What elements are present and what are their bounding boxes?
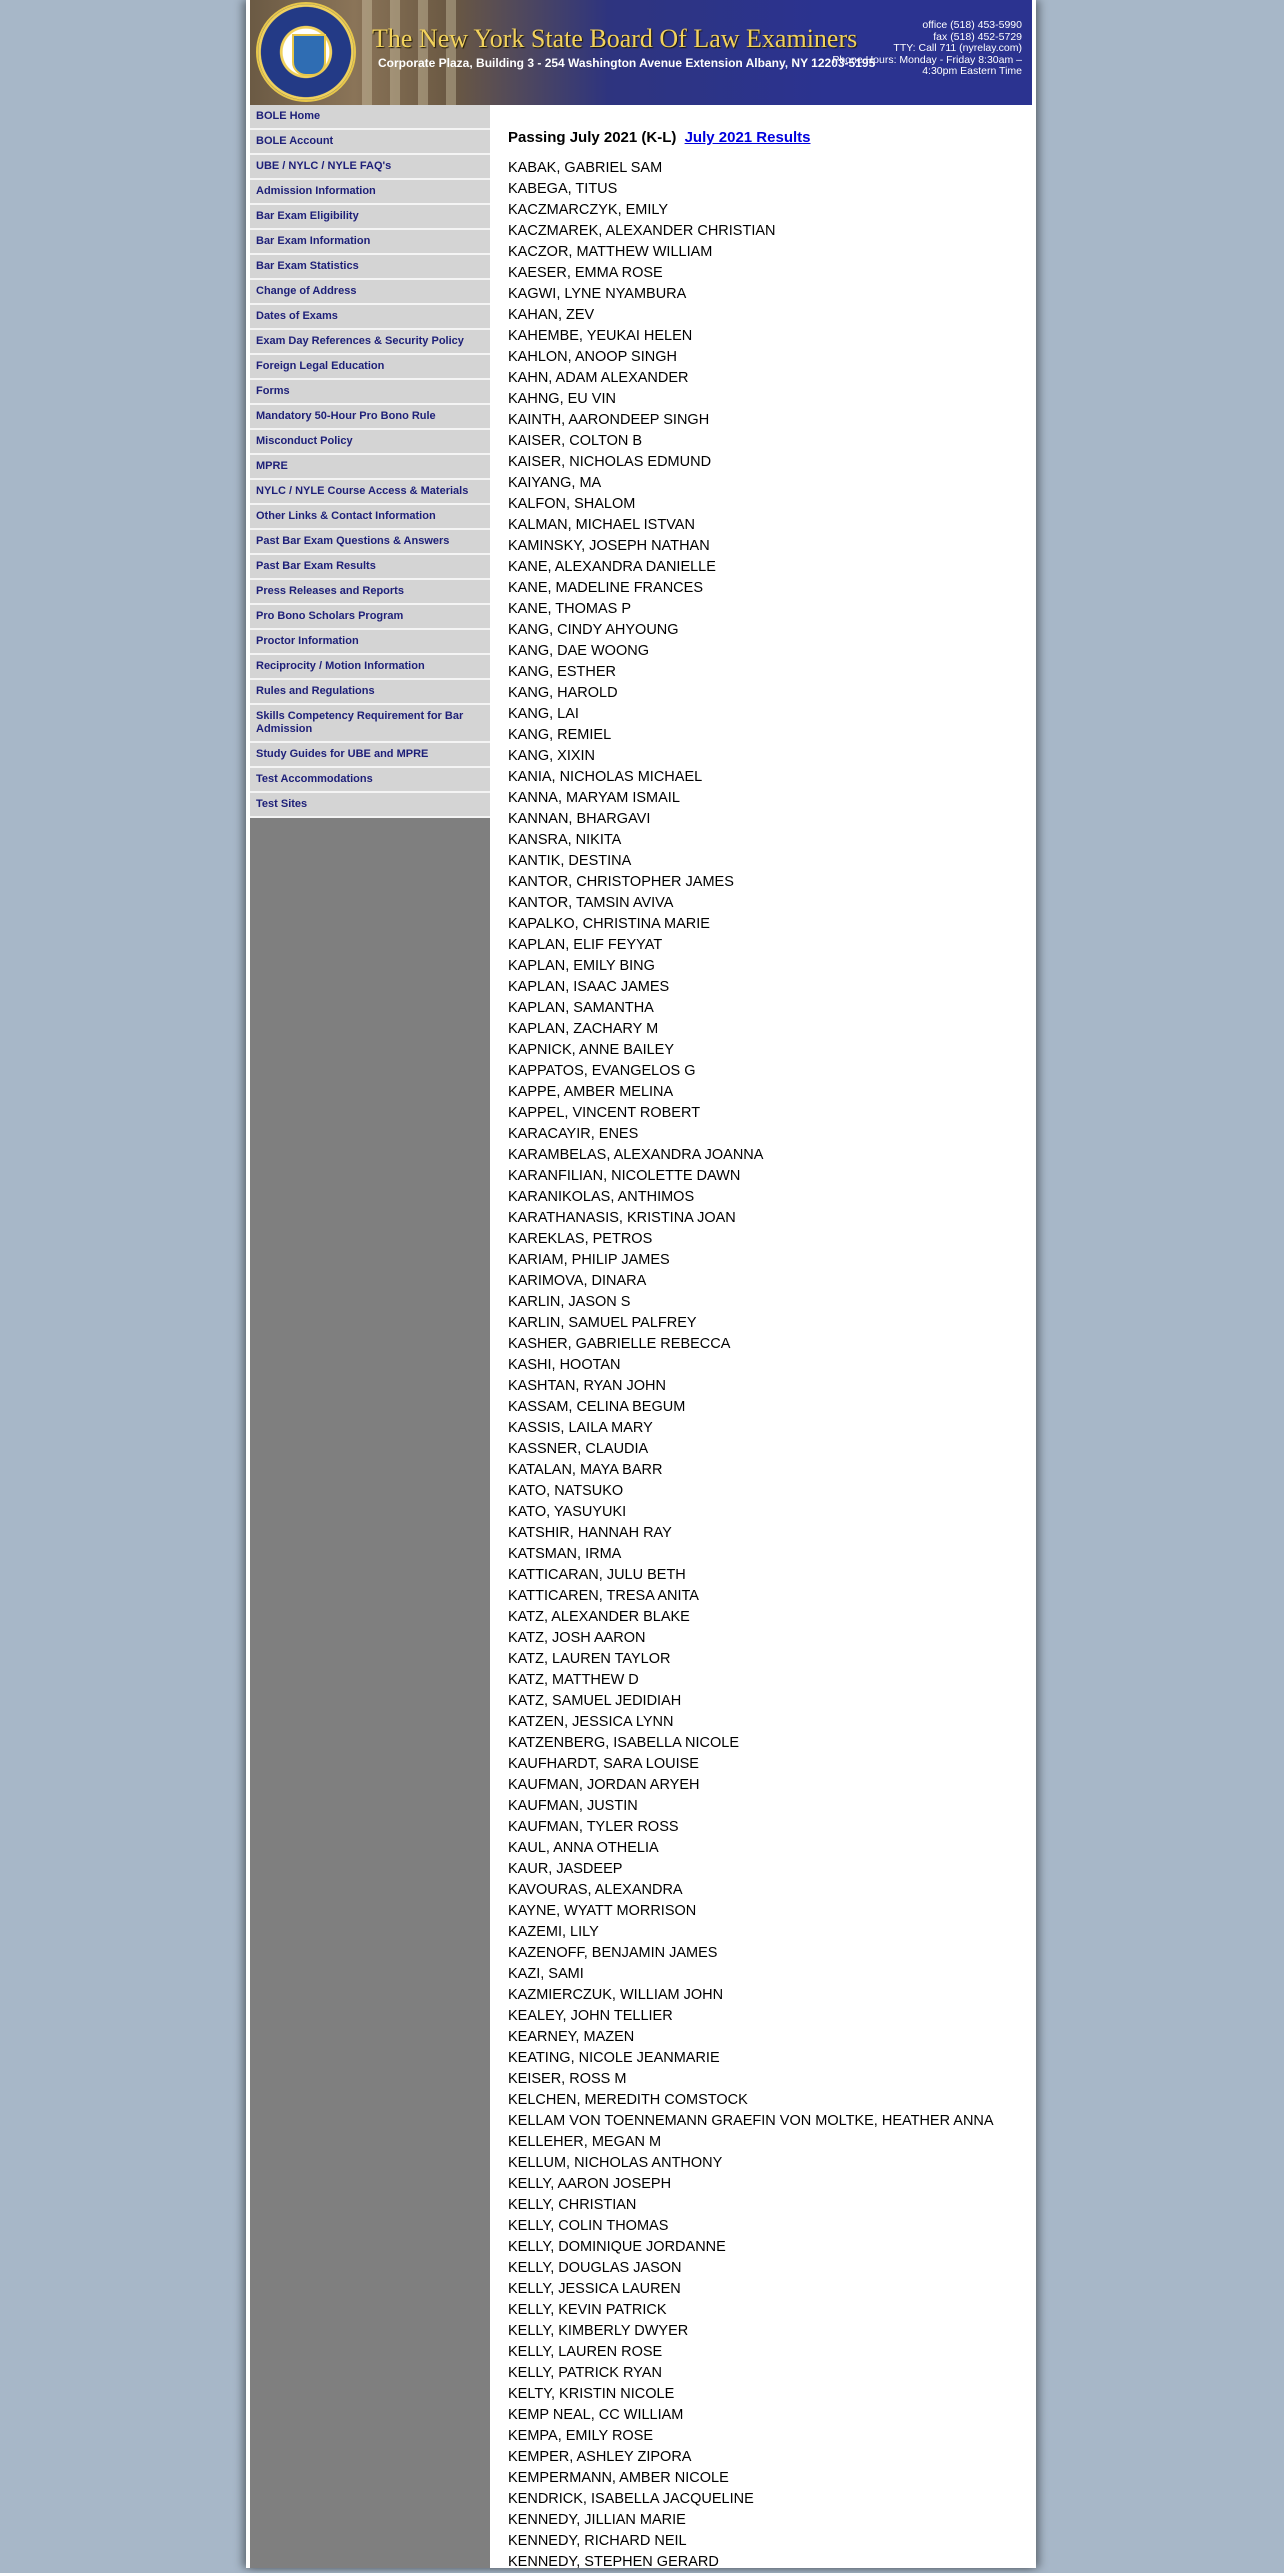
list-item: KAPPATOS, EVANGELOS G [508, 1063, 696, 1079]
list-item: KELLY, JESSICA LAUREN [508, 2281, 681, 2297]
list-item: KELLY, PATRICK RYAN [508, 2365, 662, 2381]
list-item: KATTICAREN, TRESA ANITA [508, 1588, 699, 1604]
list-item: KAISER, COLTON B [508, 433, 643, 449]
list-item: KATZ, LAUREN TAYLOR [508, 1651, 671, 1667]
list-item: KEMPA, EMILY ROSE [508, 2428, 654, 2444]
sidebar-item[interactable]: Exam Day References & Security Policy [250, 330, 490, 355]
list-item: KAPLAN, SAMANTHA [508, 1000, 654, 1016]
list-item: KELLUM, NICHOLAS ANTHONY [508, 2155, 723, 2171]
list-item: KAISER, NICHOLAS EDMUND [508, 454, 712, 470]
list-item: KANNA, MARYAM ISMAIL [508, 790, 680, 806]
list-item: KELLY, KIMBERLY DWYER [508, 2323, 689, 2339]
sidebar-item[interactable]: Change of Address [250, 280, 490, 305]
list-item: KEISER, ROSS M [508, 2071, 627, 2087]
tty-info: TTY: Call 711 (nyrelay.com) [893, 42, 1022, 54]
list-item: KAUFHARDT, SARA LOUISE [508, 1756, 699, 1772]
sidebar-item[interactable]: Pro Bono Scholars Program [250, 605, 490, 630]
list-item: KARATHANASIS, KRISTINA JOAN [508, 1210, 736, 1226]
main-content [502, 105, 1027, 2573]
sidebar-item[interactable]: Proctor Information [250, 630, 490, 655]
list-item: KATALAN, MAYA BARR [508, 1462, 663, 1478]
list-item: KEMPER, ASHLEY ZIPORA [508, 2449, 692, 2465]
list-item: KANG, HAROLD [508, 685, 618, 701]
sidebar-item[interactable]: Past Bar Exam Results [250, 555, 490, 580]
sidebar-item[interactable]: Misconduct Policy [250, 430, 490, 455]
sidebar-item[interactable]: NYLC / NYLE Course Access & Materials [250, 480, 490, 505]
list-item: KATTICARAN, JULU BETH [508, 1567, 686, 1583]
list-item: KARACAYIR, ENES [508, 1126, 639, 1142]
list-item: KABEGA, TITUS [508, 181, 618, 197]
list-item: KAZEMI, LILY [508, 1924, 599, 1940]
list-item: KEATING, NICOLE JEANMARIE [508, 2050, 720, 2066]
sidebar-item[interactable]: Skills Competency Requirement for Bar Admission [250, 705, 490, 743]
passing-names-list [508, 158, 1027, 2573]
list-item: KATZ, MATTHEW D [508, 1672, 639, 1688]
list-item: KENNEDY, STEPHEN GERARD [508, 2554, 719, 2570]
list-item: KEALEY, JOHN TELLIER [508, 2008, 673, 2024]
list-item: KAUL, ANNA OTHELIA [508, 1840, 659, 1856]
sidebar-item[interactable]: Other Links & Contact Information [250, 505, 490, 530]
list-item: KELLY, COLIN THOMAS [508, 2218, 669, 2234]
site-address: Corporate Plaza, Building 3 - 254 Washington Avenue Extension Albany, NY 12203-5195 [378, 56, 876, 70]
sidebar-item[interactable]: Foreign Legal Education [250, 355, 490, 380]
list-item: KAVOURAS, ALEXANDRA [508, 1882, 683, 1898]
list-item: KATO, YASUYUKI [508, 1504, 627, 1520]
list-item: KAPPEL, VINCENT ROBERT [508, 1105, 701, 1121]
list-item: KANIA, NICHOLAS MICHAEL [508, 769, 703, 785]
sidebar [250, 105, 490, 2568]
list-item: KENDRICK, ISABELLA JACQUELINE [508, 2491, 754, 2507]
results-link[interactable]: July 2021 Results [684, 129, 811, 146]
list-item: KANG, REMIEL [508, 727, 612, 743]
list-item: KENNEDY, RICHARD NEIL [508, 2533, 687, 2549]
list-item: KELLY, DOMINIQUE JORDANNE [508, 2239, 726, 2255]
list-item: KAPLAN, ZACHARY M [508, 1021, 659, 1037]
list-item: KARANIKOLAS, ANTHIMOS [508, 1189, 695, 1205]
site-header [250, 0, 1032, 105]
sidebar-item[interactable]: Rules and Regulations [250, 680, 490, 705]
list-item: KAHNG, EU VIN [508, 391, 616, 407]
sidebar-item[interactable]: Bar Exam Eligibility [250, 205, 490, 230]
sidebar-item[interactable]: Past Bar Exam Questions & Answers [250, 530, 490, 555]
list-item: KELLY, DOUGLAS JASON [508, 2260, 682, 2276]
list-item: KAHN, ADAM ALEXANDER [508, 370, 689, 386]
list-item: KASHI, HOOTAN [508, 1357, 621, 1373]
building-column [362, 0, 372, 105]
list-item: KATZ, SAMUEL JEDIDIAH [508, 1693, 682, 1709]
site-title: The New York State Board Of Law Examiners [372, 24, 858, 53]
sidebar-item[interactable]: Admission Information [250, 180, 490, 205]
list-item: KAHLON, ANOOP SINGH [508, 349, 677, 365]
state-seal-logo[interactable] [256, 2, 356, 102]
list-item: KAPLAN, EMILY BING [508, 958, 655, 974]
list-item: KAESER, EMMA ROSE [508, 265, 663, 281]
list-item: KACZMAREK, ALEXANDER CHRISTIAN [508, 223, 776, 239]
sidebar-nav [250, 105, 490, 818]
list-item: KAMINSKY, JOSEPH NATHAN [508, 538, 710, 554]
list-item: KAZI, SAMI [508, 1966, 584, 1982]
sidebar-item[interactable]: Reciprocity / Motion Information [250, 655, 490, 680]
list-item: KANE, MADELINE FRANCES [508, 580, 703, 596]
list-item: KAZMIERCZUK, WILLIAM JOHN [508, 1987, 724, 2003]
list-item: KALFON, SHALOM [508, 496, 636, 512]
sidebar-item[interactable]: Bar Exam Statistics [250, 255, 490, 280]
list-item: KELCHEN, MEREDITH COMSTOCK [508, 2092, 748, 2108]
list-item: KANTOR, CHRISTOPHER JAMES [508, 874, 734, 890]
list-item: KASHTAN, RYAN JOHN [508, 1378, 666, 1394]
list-item: KATZEN, JESSICA LYNN [508, 1714, 674, 1730]
list-item: KASHER, GABRIELLE REBECCA [508, 1336, 731, 1352]
list-item: KARLIN, SAMUEL PALFREY [508, 1315, 697, 1331]
sidebar-item[interactable]: UBE / NYLC / NYLE FAQ's [250, 155, 490, 180]
list-item: KANTIK, DESTINA [508, 853, 632, 869]
list-item: KAUFMAN, JUSTIN [508, 1798, 638, 1814]
list-item: KACZMARCZYK, EMILY [508, 202, 669, 218]
page-container [246, 0, 1036, 2568]
list-item: KANG, XIXIN [508, 748, 596, 764]
list-item: KABAK, GABRIEL SAM [508, 160, 663, 176]
list-item: KARAMBELAS, ALEXANDRA JOANNA [508, 1147, 764, 1163]
list-item: KANNAN, BHARGAVI [508, 811, 651, 827]
page-heading [508, 129, 1027, 146]
sidebar-item[interactable]: Dates of Exams [250, 305, 490, 330]
seal-shield-icon [292, 34, 326, 76]
list-item: KELLAM VON TOENNEMANN GRAEFIN VON MOLTKE, HEATHER ANNA [508, 2113, 994, 2129]
sidebar-item[interactable]: Press Releases and Reports [250, 580, 490, 605]
list-item: KAUFMAN, TYLER ROSS [508, 1819, 679, 1835]
list-item: KAHAN, ZEV [508, 307, 595, 323]
list-item: KALMAN, MICHAEL ISTVAN [508, 517, 695, 533]
list-item: KANG, DAE WOONG [508, 643, 649, 659]
list-item: KENNEDY, JILLIAN MARIE [508, 2512, 686, 2528]
list-item: KELLY, KEVIN PATRICK [508, 2302, 667, 2318]
list-item: KASSNER, CLAUDIA [508, 1441, 649, 1457]
list-item: KARANFILIAN, NICOLETTE DAWN [508, 1168, 741, 1184]
list-item: KACZOR, MATTHEW WILLIAM [508, 244, 713, 260]
list-item: KEARNEY, MAZEN [508, 2029, 635, 2045]
list-item: KELLY, LAUREN ROSE [508, 2344, 663, 2360]
sidebar-item[interactable]: Study Guides for UBE and MPRE [250, 743, 490, 768]
list-item: KATSHIR, HANNAH RAY [508, 1525, 672, 1541]
list-item: KAPALKO, CHRISTINA MARIE [508, 916, 710, 932]
sidebar-item[interactable]: Test Sites [250, 793, 490, 818]
list-item: KATSMAN, IRMA [508, 1546, 622, 1562]
office-phone: office (518) 453-5990 [922, 19, 1022, 31]
list-item: KANG, LAI [508, 706, 579, 722]
list-item: KASSIS, LAILA MARY [508, 1420, 653, 1436]
list-item: KAUFMAN, JORDAN ARYEH [508, 1777, 700, 1793]
list-item: KARLIN, JASON S [508, 1294, 631, 1310]
list-item: KANG, ESTHER [508, 664, 616, 680]
sidebar-item[interactable]: Bar Exam Information [250, 230, 490, 255]
sidebar-item[interactable]: Mandatory 50-Hour Pro Bono Rule [250, 405, 490, 430]
list-item: KAHEMBE, YEUKAI HELEN [508, 328, 693, 344]
list-item: KELLEHER, MEGAN M [508, 2134, 662, 2150]
contact-info [812, 20, 1022, 78]
list-item: KAIYANG, MA [508, 475, 602, 491]
list-item: KEMPERMANN, AMBER NICOLE [508, 2470, 729, 2486]
list-item: KELTY, KRISTIN NICOLE [508, 2386, 675, 2402]
list-item: KARIAM, PHILIP JAMES [508, 1252, 670, 1268]
list-item: KATO, NATSUKO [508, 1483, 624, 1499]
list-item: KAINTH, AARONDEEP SINGH [508, 412, 710, 428]
list-item: KAZENOFF, BENJAMIN JAMES [508, 1945, 718, 1961]
list-item: KARIMOVA, DINARA [508, 1273, 647, 1289]
list-item: KAGWI, LYNE NYAMBURA [508, 286, 687, 302]
list-item: KASSAM, CELINA BEGUM [508, 1399, 686, 1415]
list-item: KANE, ALEXANDRA DANIELLE [508, 559, 716, 575]
sidebar-item[interactable]: Test Accommodations [250, 768, 490, 793]
sidebar-item[interactable]: Forms [250, 380, 490, 405]
list-item: KATZENBERG, ISABELLA NICOLE [508, 1735, 740, 1751]
list-item: KAPNICK, ANNE BAILEY [508, 1042, 675, 1058]
list-item: KELLY, AARON JOSEPH [508, 2176, 672, 2192]
list-item: KELLY, CHRISTIAN [508, 2197, 637, 2213]
list-item: KAPPE, AMBER MELINA [508, 1084, 674, 1100]
list-item: KATZ, JOSH AARON [508, 1630, 646, 1646]
list-item: KEMP NEAL, CC WILLIAM [508, 2407, 684, 2423]
list-item: KAPLAN, ELIF FEYYAT [508, 937, 663, 953]
list-item: KAPLAN, ISAAC JAMES [508, 979, 670, 995]
list-item: KANG, CINDY AHYOUNG [508, 622, 679, 638]
sidebar-item[interactable]: MPRE [250, 455, 490, 480]
phone-hours: Phone Hours: Monday - Friday 8:30am – [832, 53, 1022, 66]
list-item: KANTOR, TAMSIN AVIVA [508, 895, 674, 911]
list-item: KANE, THOMAS P [508, 601, 632, 617]
list-item: KAREKLAS, PETROS [508, 1231, 653, 1247]
list-item: KATZ, ALEXANDER BLAKE [508, 1609, 690, 1625]
list-item: KAUR, JASDEEP [508, 1861, 623, 1877]
fax-number: fax (518) 452-5729 [933, 30, 1022, 43]
sidebar-item[interactable]: BOLE Account [250, 130, 490, 155]
list-item: KAYNE, WYATT MORRISON [508, 1903, 697, 1919]
list-item: KANSRA, NIKITA [508, 832, 622, 848]
sidebar-item[interactable]: BOLE Home [250, 105, 490, 130]
page-title: Passing July 2021 (K-L) [508, 129, 677, 146]
phone-hours-timezone: 4:30pm Eastern Time [922, 65, 1022, 77]
